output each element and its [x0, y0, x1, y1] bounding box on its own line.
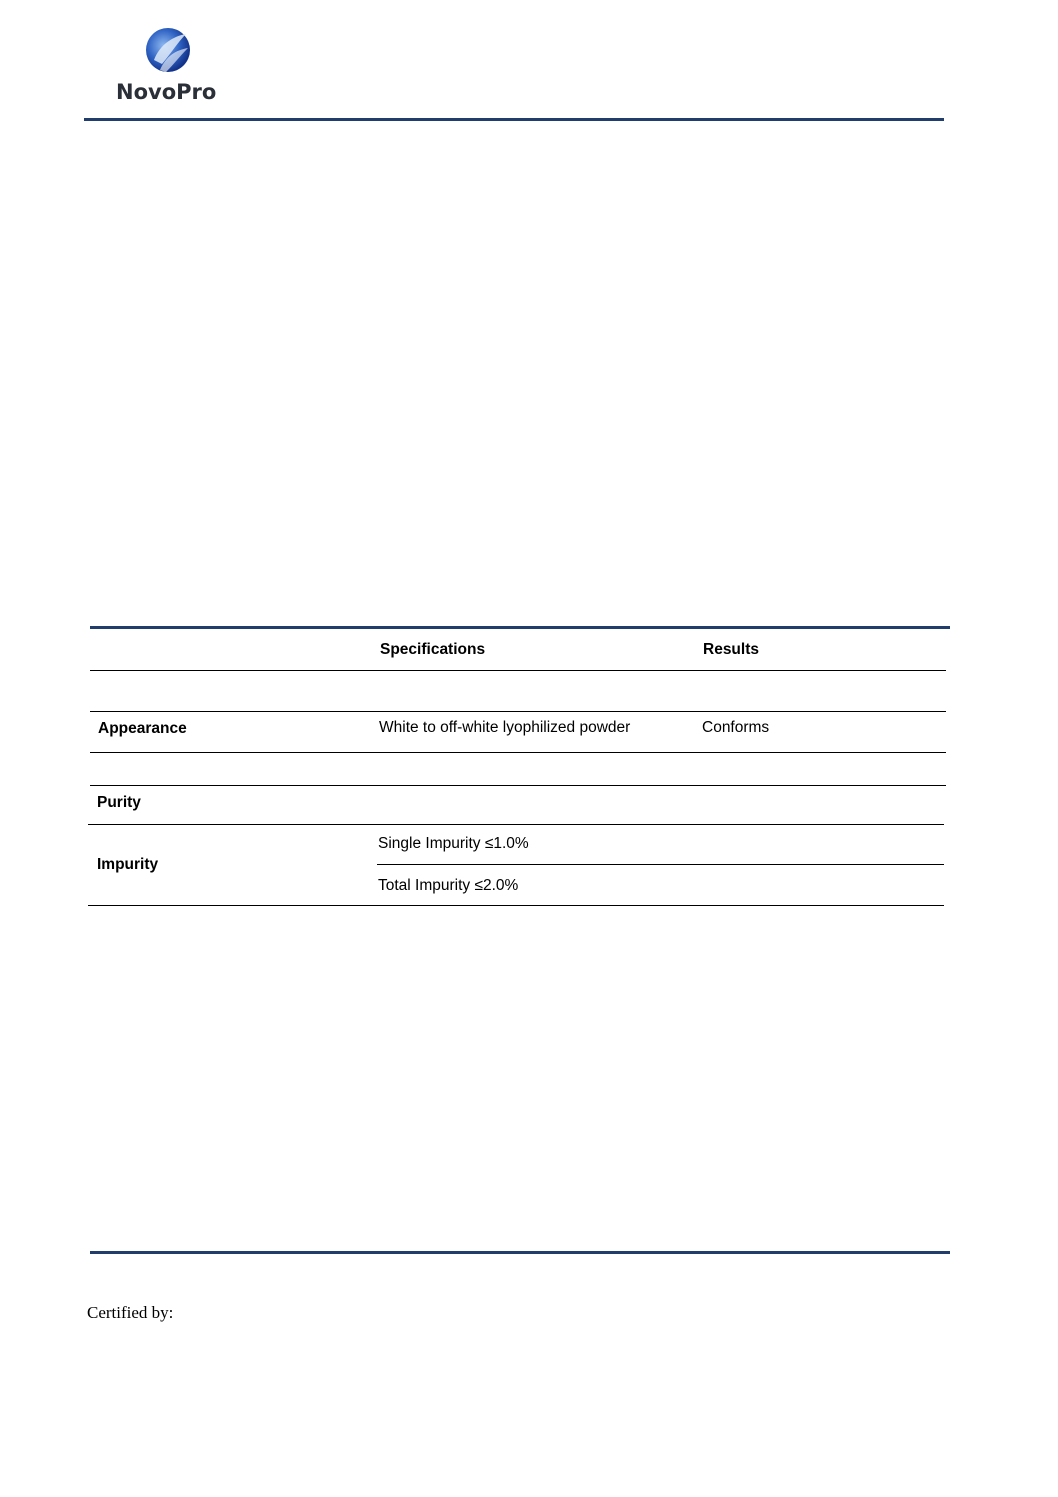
header-results: Results	[703, 641, 759, 658]
row-impurity-spec-single: Single Impurity ≤1.0%	[378, 835, 529, 852]
row-purity-item: Purity	[97, 794, 141, 811]
table-top-border	[90, 626, 950, 629]
row-appearance-item: Appearance	[98, 720, 187, 737]
header-divider	[84, 118, 944, 121]
footer-divider	[90, 1251, 950, 1254]
table-row-divider	[377, 864, 944, 865]
row-impurity-spec-total: Total Impurity ≤2.0%	[378, 877, 519, 894]
row-appearance-spec: White to off-white lyophilized powder	[379, 719, 631, 736]
table-row-divider	[90, 711, 946, 712]
brand-name: NovoPro	[116, 80, 217, 104]
table-bottom-border	[88, 905, 944, 906]
header-specifications: Specifications	[380, 641, 486, 658]
row-appearance-result: Conforms	[702, 719, 770, 736]
table-row-divider	[88, 824, 944, 825]
certified-by-label: Certified by:	[87, 1303, 174, 1322]
row-impurity-item: Impurity	[97, 856, 159, 873]
table-row-divider	[90, 752, 946, 753]
table-row-divider	[90, 785, 946, 786]
novopro-logo	[112, 26, 232, 106]
table-row-divider	[90, 670, 946, 671]
novopro-emblem-icon	[142, 26, 198, 80]
